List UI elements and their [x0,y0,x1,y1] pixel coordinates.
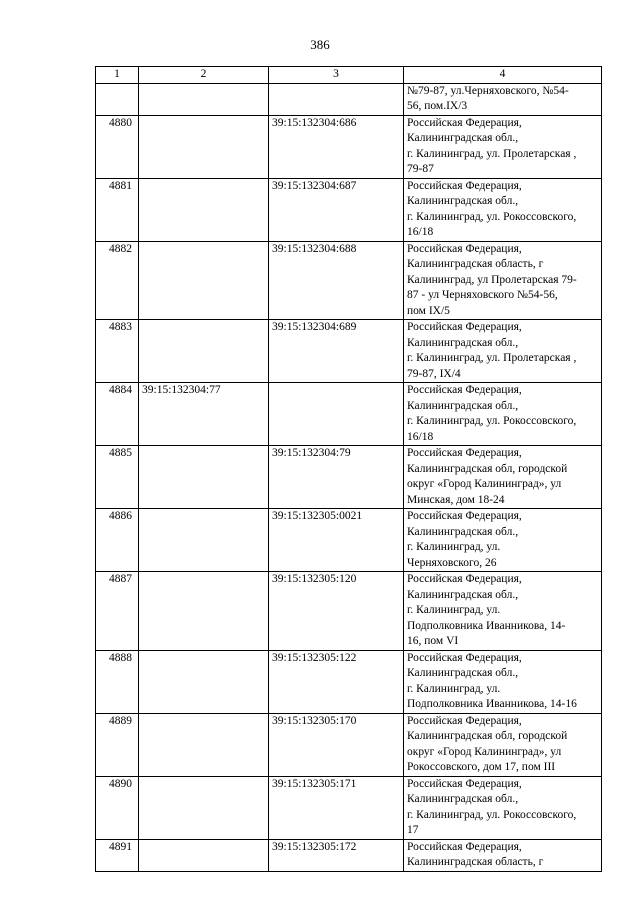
address-line: округ «Город Калининград», ул [407,745,562,758]
address-line: Калининградская обл, городской [407,462,568,475]
address-line: Калининград, ул Пролетарская 79- [407,273,577,286]
table-row [96,446,602,509]
row-number-cell: 4885 [96,446,139,509]
cadastral-number-cell: 39:15:132305:172 [269,839,404,871]
address-line: Российская Федерация, [407,510,522,522]
table-row [96,776,602,839]
cadastral-number-cell [269,383,404,446]
address-cell [404,383,602,446]
address-line: Российская Федерация, [407,321,522,333]
address-line: г. Калининград, ул. Пролетарская , [407,352,577,364]
cadastral-block-cell [139,241,269,320]
address-line: Российская Федерация, [407,179,522,192]
address-line: Российская Федерация, [407,242,522,255]
cadastral-block-cell [139,776,269,839]
row-number-cell: 4887 [96,572,139,651]
row-number-cell: 4883 [96,320,139,383]
cadastral-block-cell [139,83,269,115]
address-line: 79-87 [407,163,434,175]
address-line: Российская Федерация, [407,116,522,129]
table-body [96,83,602,871]
page-number: 386 [310,37,330,52]
cadastral-block-cell [139,572,269,651]
address-cell [404,713,602,776]
address-line: г. Калининград, ул. [407,604,501,616]
address-line: г. Калининград, ул. Пролетарская , [407,147,577,160]
address-cell [404,839,602,871]
table-row [96,241,602,320]
address-line: Российская Федерация, [407,651,522,664]
header-col-2: 2 [139,67,269,84]
cadastral-block-cell [139,320,269,383]
address-line: 79-87, IX/4 [407,367,461,380]
address-line: Калининградская обл., [407,793,519,805]
address-line: Калининградская обл., [407,588,519,601]
cadastral-number-cell: 39:15:132304:688 [269,241,404,320]
cadastral-block-cell [139,650,269,713]
address-line: г. Калининград, ул. [407,682,501,695]
address-line: г. Калининград, ул. Рокоссовского, [407,415,577,427]
address-cell [404,115,602,178]
address-line: Калининградская область, г [407,258,544,270]
address-line: Подполковника Иванникова, 14- [407,619,566,632]
address-line: 87 - ул Черняховского №54-56, [407,289,558,301]
table-row [96,839,602,871]
address-cell [404,509,602,572]
header-col-4: 4 [404,67,602,84]
row-number-cell: 4886 [96,509,139,572]
address-cell [404,572,602,651]
address-line: 56, пом.IX/3 [407,100,468,112]
cadastral-number-cell: 39:15:132304:687 [269,178,404,241]
cadastral-block-cell [139,509,269,572]
cadastral-block-cell: 39:15:132304:77 [139,383,269,446]
header-row [96,67,602,84]
cadastral-block-cell [139,115,269,178]
cadastral-number-cell [269,83,404,115]
address-line: Российская Федерация, [407,573,522,585]
address-line: №79-87, ул.Черняховского, №54- [407,84,569,97]
address-line: Калининградская обл., [407,195,519,207]
address-line: Калининградская обл., [407,336,519,349]
cadastral-number-cell: 39:15:132304:686 [269,115,404,178]
address-line: Калининградская обл., [407,667,519,679]
address-line: 16/18 [407,226,434,238]
header-col-3: 3 [269,67,404,84]
address-line: г. Калининград, ул. [407,541,501,553]
cadastral-block-cell [139,446,269,509]
address-line: Российская Федерация, [407,384,522,396]
cadastral-block-cell [139,713,269,776]
cadastral-number-cell: 39:15:132305:0021 [269,509,404,572]
cadastral-block-cell [139,178,269,241]
table-row [96,115,602,178]
address-cell [404,178,602,241]
address-line: округ «Город Калининград», ул [407,478,562,490]
cadastral-number-cell: 39:15:132305:120 [269,572,404,651]
address-line: Калининградская обл, городской [407,730,568,742]
table-row [96,178,602,241]
address-line: Калининградская область, г [407,856,544,868]
cadastral-number-cell: 39:15:132305:122 [269,650,404,713]
table-row [96,713,602,776]
cadastral-number-cell: 39:15:132304:689 [269,320,404,383]
address-line: Минская, дом 18-24 [407,493,505,506]
address-line: Российская Федерация, [407,777,522,790]
address-cell [404,83,602,115]
row-number-cell: 4891 [96,839,139,871]
address-cell [404,446,602,509]
header-col-1: 1 [96,67,139,84]
address-line: г. Калининград, ул. Рокоссовского, [407,808,577,821]
row-number-cell: 4881 [96,178,139,241]
address-line: 16, пом VI [407,635,459,647]
cadastral-number-cell: 39:15:132305:170 [269,713,404,776]
row-number-cell: 4888 [96,650,139,713]
address-line: Черняховского, 26 [407,556,497,569]
address-line: 17 [407,824,419,836]
cadastral-number-cell: 39:15:132304:79 [269,446,404,509]
address-line: Подполковника Иванникова, 14-16 [407,698,577,710]
address-line: Российская Федерация, [407,714,522,727]
table-row [96,383,602,446]
address-line: Рокоссовского, дом 17, пом III [407,761,556,773]
address-line: Российская Федерация, [407,447,522,459]
table-row [96,572,602,651]
row-number-cell: 4880 [96,115,139,178]
table-row [96,83,602,115]
address-line: 16/18 [407,430,434,443]
address-line: Калининградская обл., [407,399,519,412]
address-cell [404,241,602,320]
address-cell [404,320,602,383]
row-number-cell: 4884 [96,383,139,446]
registry-table [95,66,602,872]
cadastral-number-cell: 39:15:132305:171 [269,776,404,839]
address-line: Российская Федерация, [407,840,522,853]
row-number-cell: 4889 [96,713,139,776]
address-line: г. Калининград, ул. Рокоссовского, [407,210,577,223]
row-number-cell [96,83,139,115]
row-number-cell: 4890 [96,776,139,839]
address-cell [404,776,602,839]
address-line: Калининградская обл., [407,525,519,538]
address-cell [404,650,602,713]
table-row [96,320,602,383]
address-line: Калининградская обл., [407,132,519,144]
table-row [96,650,602,713]
row-number-cell: 4882 [96,241,139,320]
table-row [96,509,602,572]
cadastral-block-cell [139,839,269,871]
address-line: пом IX/5 [407,304,450,317]
